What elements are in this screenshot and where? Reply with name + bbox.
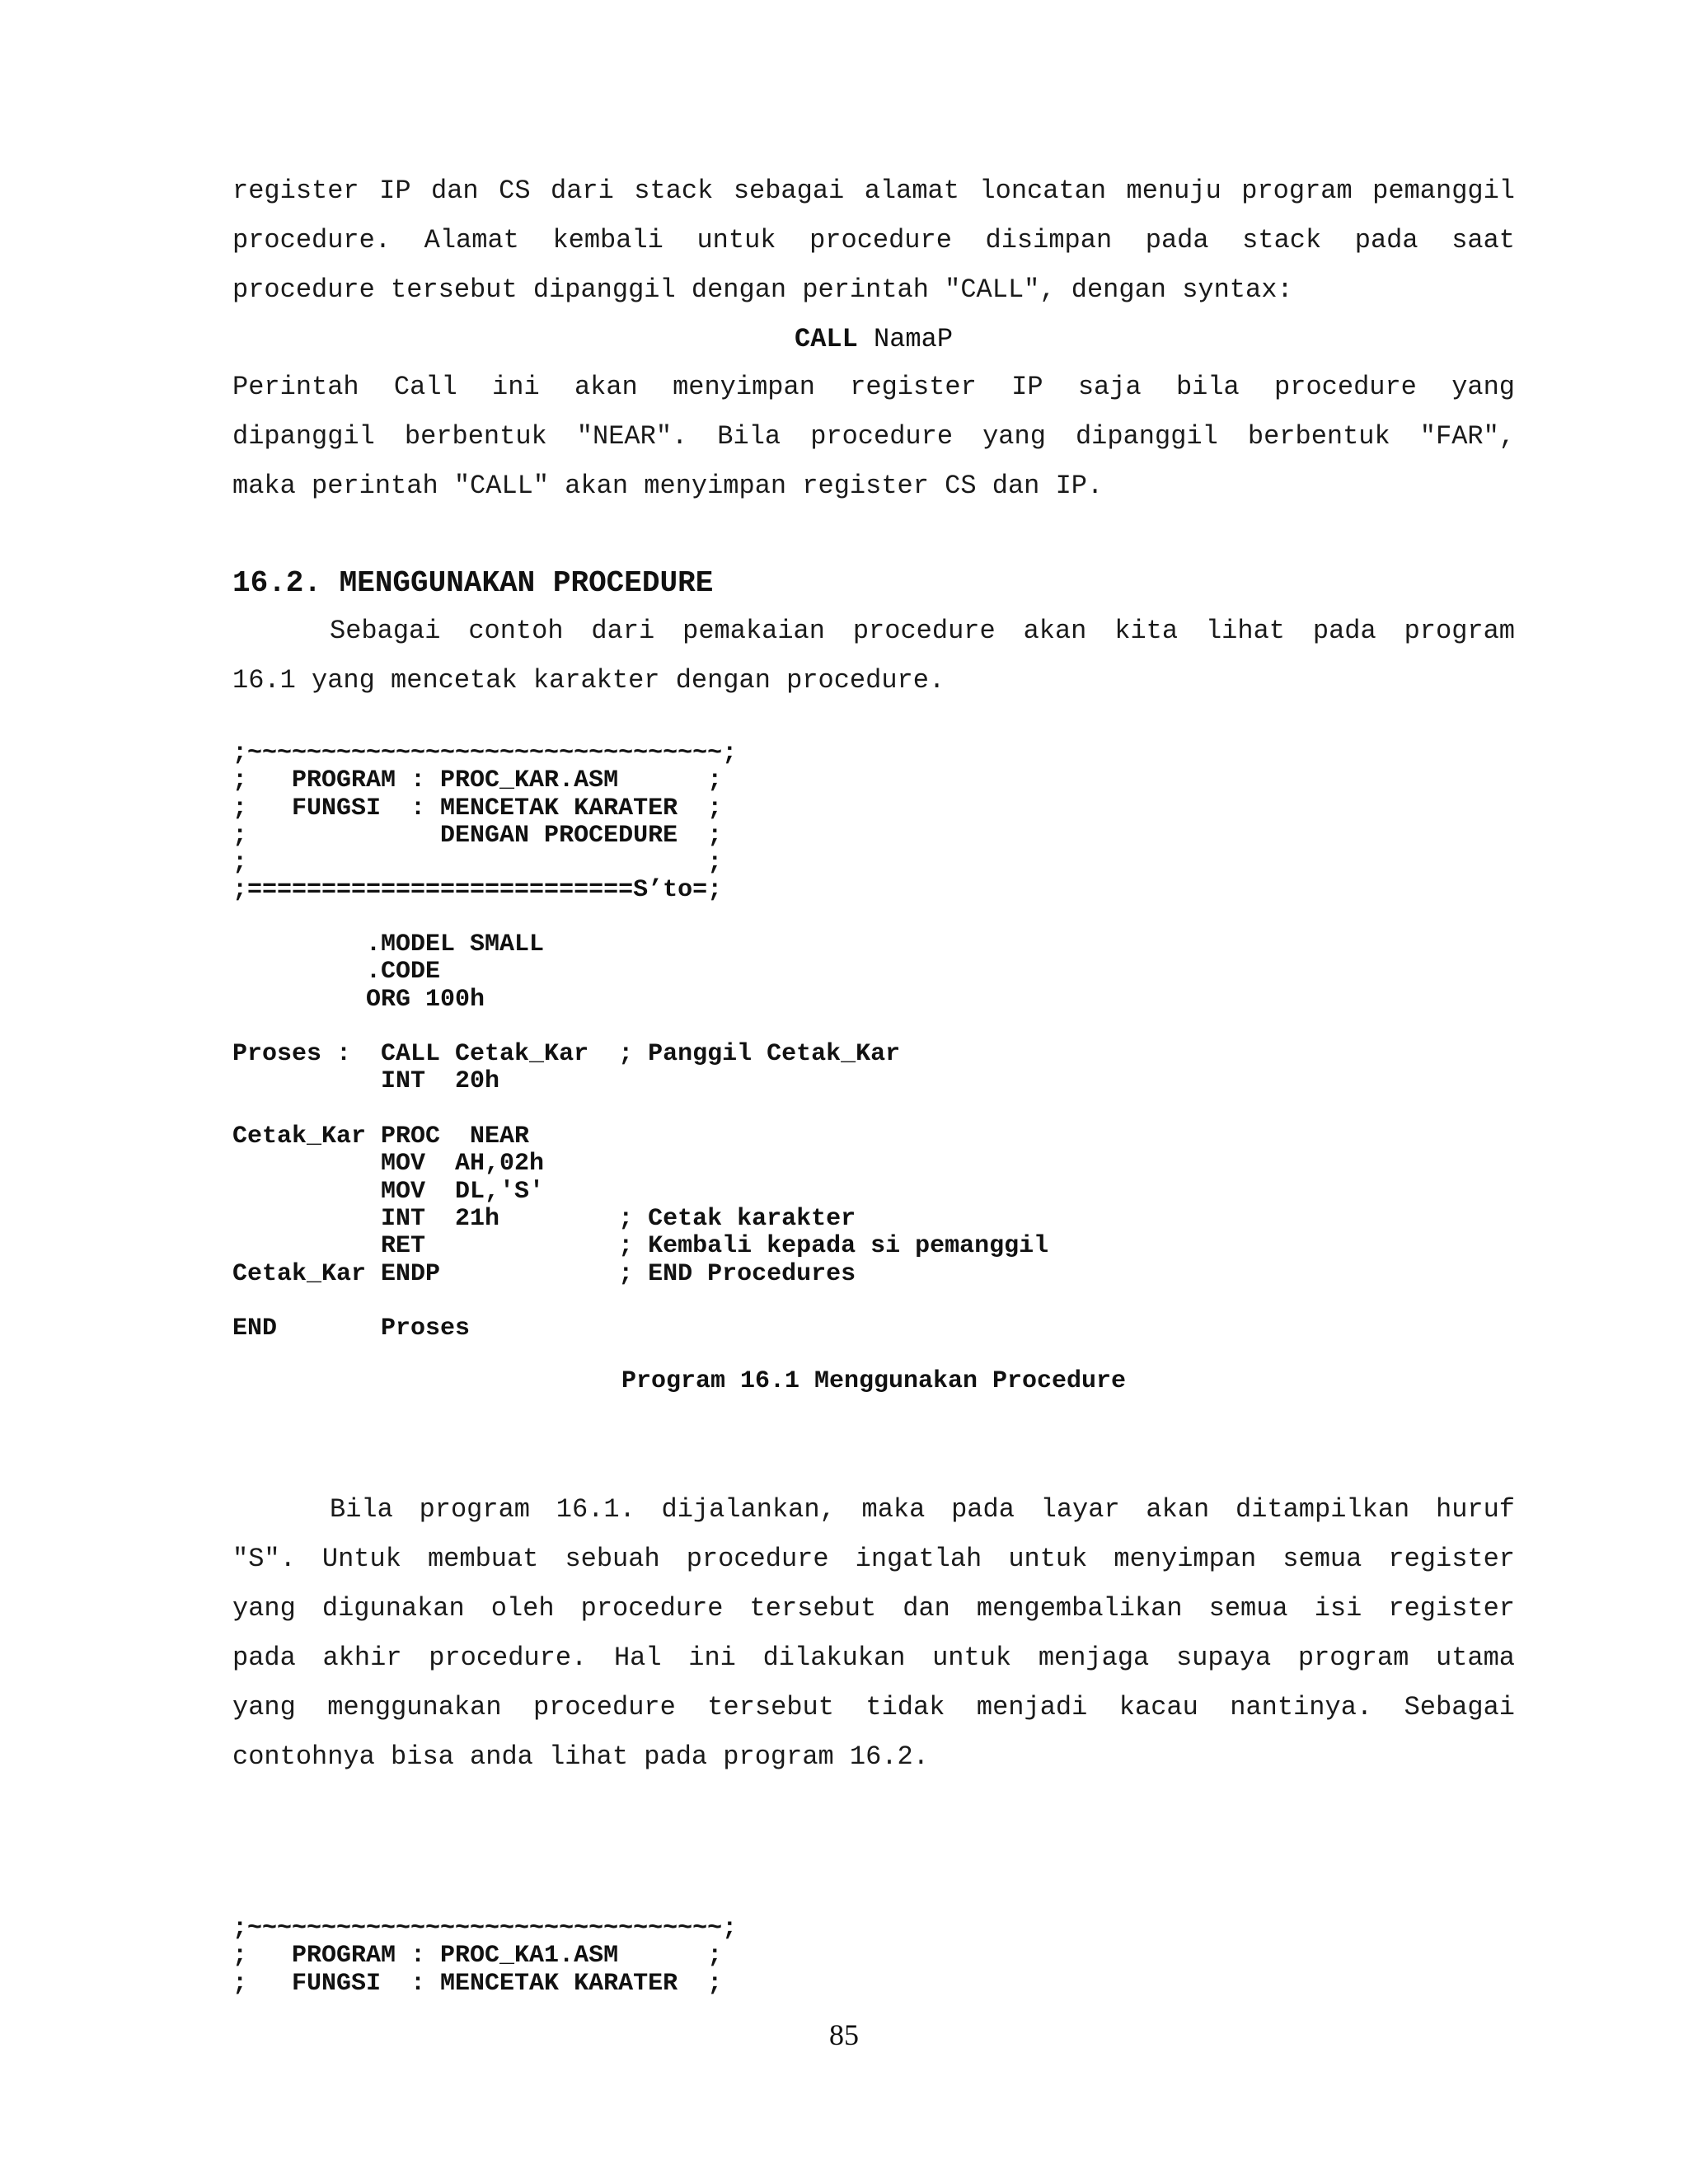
text-line: procedure tersebut dipanggil dengan perintah "CALL", dengan syntax: bbox=[232, 274, 1293, 305]
program-16-1-header: ;~~~~~~~~~~~~~~~~~~~~~~~~~~~~~~~~; ; PROGRAM : PROC_KAR.ASM ; ; FUNGSI : MENCETAK KARATER ; ; DENGAN PROCEDURE ; ; ; ;==========================S’to=; bbox=[232, 739, 738, 905]
program-16-1-caption: Program 16.1 Menggunakan Procedure bbox=[621, 1367, 1127, 1395]
text-line: Perintah Call ini akan menyimpan register IP saja bila procedure yang bbox=[232, 372, 1515, 402]
program-16-2-header: ;~~~~~~~~~~~~~~~~~~~~~~~~~~~~~~~~; ; PROGRAM : PROC_KA1.ASM ; ; FUNGSI : MENCETAK KARATER ; bbox=[232, 1915, 738, 1998]
syntax-argument: NamaP bbox=[857, 324, 954, 354]
text-line: pada akhir procedure. Hal ini dilakukan untuk menjaga supaya program utama bbox=[232, 1643, 1515, 1673]
text-line: dipanggil berbentuk "NEAR". Bila procedure yang dipanggil berbentuk "FAR", bbox=[232, 421, 1515, 452]
text-line: contohnya bisa anda lihat pada program 16.2. bbox=[232, 1741, 929, 1772]
call-paragraph bbox=[232, 363, 1515, 511]
text-line: 16.1 yang mencetak karakter dengan procedure. bbox=[232, 665, 945, 696]
intro-paragraph bbox=[232, 166, 1515, 315]
text-line: yang digunakan oleh procedure tersebut dan mengembalikan semua isi register bbox=[232, 1593, 1515, 1624]
syntax-line bbox=[232, 315, 1515, 364]
text-line: Sebagai contoh dari pemakaian procedure akan kita lihat pada program bbox=[330, 616, 1515, 646]
syntax-keyword: CALL bbox=[794, 324, 858, 354]
text-line: yang menggunakan procedure tersebut tidak menjadi kacau nantinya. Sebagai bbox=[232, 1692, 1515, 1722]
section-heading: 16.2. MENGGUNAKAN PROCEDURE bbox=[232, 566, 714, 600]
text-line: Bila program 16.1. dijalankan, maka pada layar akan ditampilkan huruf bbox=[330, 1494, 1515, 1525]
text-line: register IP dan CS dari stack sebagai alamat loncatan menuju program pemanggil bbox=[232, 176, 1515, 206]
text-line: "S". Untuk membuat sebuah procedure ingatlah untuk menyimpan semua register bbox=[232, 1544, 1515, 1574]
program-16-1-code: .MODEL SMALL .CODE ORG 100h Proses : CALL Cetak_Kar ; Panggil Cetak_Kar INT 20h Cetak_Kar PROC NEAR MOV AH,02h MOV DL,'S' INT 21h ; Cetak karakter RET ; Kembali kepada si pemanggil Cetak_Kar ENDP ; END Procedures END Proses bbox=[232, 930, 1049, 1343]
page-number: 85 bbox=[829, 2018, 859, 2051]
text-line: procedure. Alamat kembali untuk procedure disimpan pada stack pada saat bbox=[232, 225, 1515, 255]
result-paragraph bbox=[232, 1485, 1515, 1782]
text-line: maka perintah "CALL" akan menyimpan register CS dan IP. bbox=[232, 471, 1104, 501]
example-paragraph bbox=[232, 607, 1515, 705]
